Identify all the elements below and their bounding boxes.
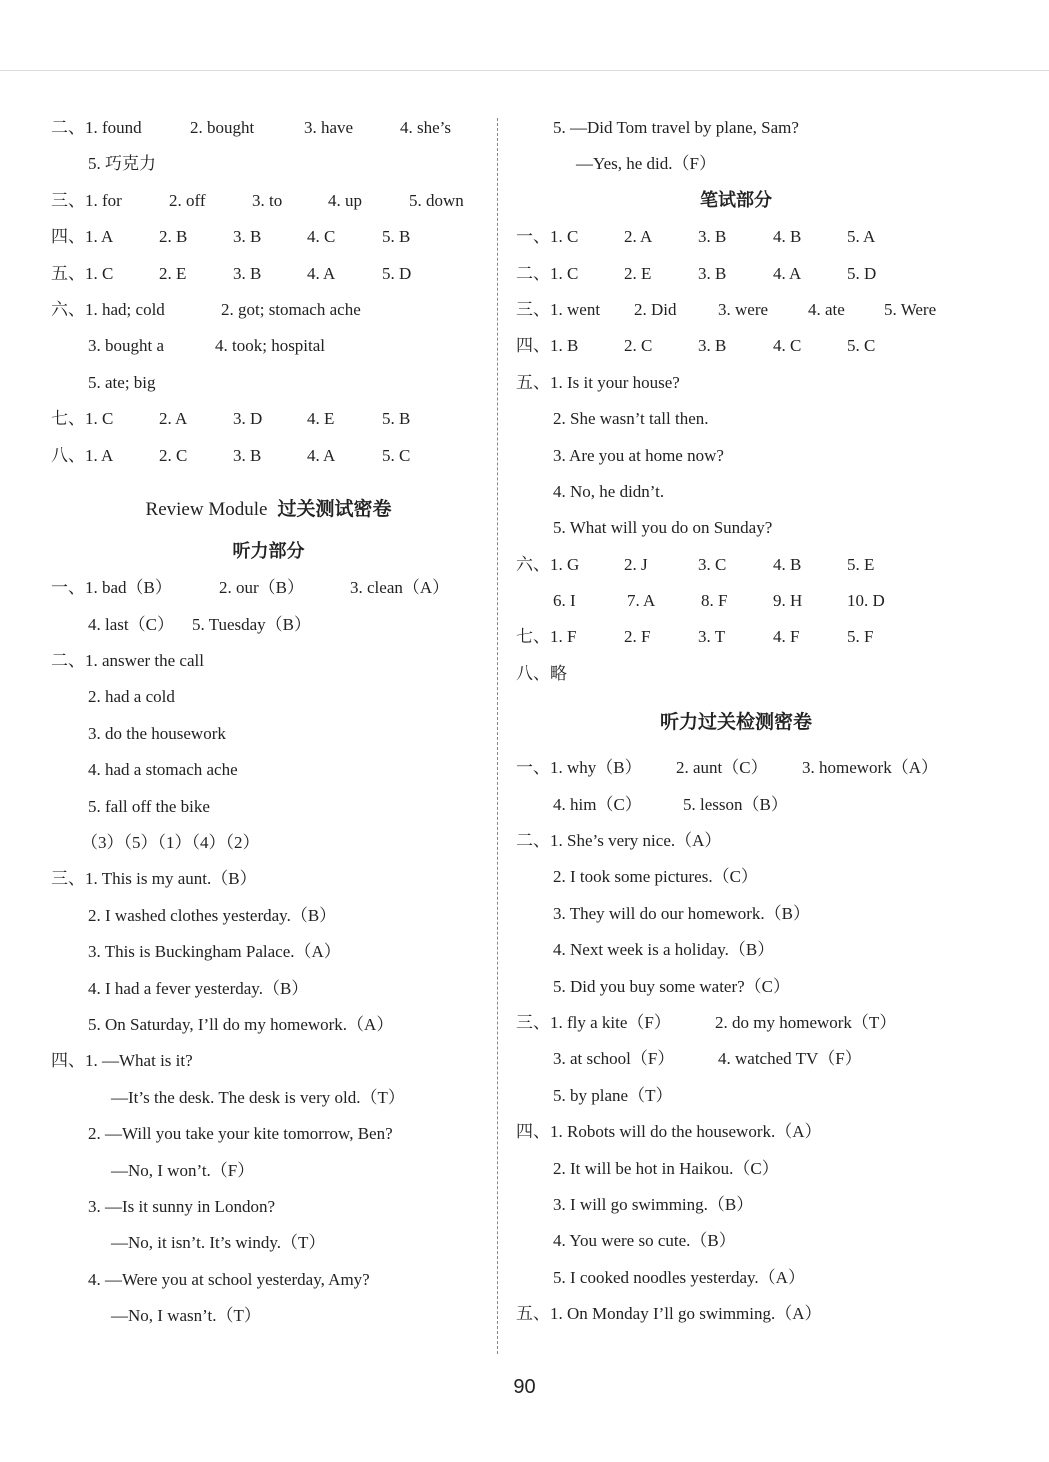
answer-item: 4. ate [808, 299, 845, 319]
answer-item: 3. B [233, 445, 262, 465]
answer-row: 3. do the housework [88, 723, 226, 743]
answer-item: 10. D [847, 591, 885, 611]
answer-row [51, 292, 486, 328]
answer-row: 3. They will do our homework.（B） [553, 903, 811, 923]
answer-item: 4. A [307, 445, 336, 465]
answer-item: 2. our（B） [219, 578, 304, 598]
answer-row: 5. I cooked noodles yesterday.（A） [553, 1267, 805, 1287]
answer-item: 5. Tuesday（B） [192, 614, 312, 634]
answer-item: 4. B [773, 554, 802, 574]
answer-item: 1. F [550, 627, 577, 647]
answer-item: 2. J [624, 554, 648, 574]
answer-item: 5. D [382, 263, 412, 283]
answer-item: 5. C [847, 336, 876, 356]
answer-item: 3. B [698, 227, 727, 247]
answer-row [51, 643, 486, 679]
subsection-title: 听力部分 [232, 540, 305, 562]
answer-item: 3. D [233, 409, 263, 429]
answer-row [51, 219, 486, 255]
answer-item: 5. F [847, 627, 874, 647]
answer-item: 3. B [698, 263, 727, 283]
answer-item: 4. A [773, 263, 802, 283]
section-mark: 三、 [516, 1012, 550, 1032]
answer-item: 1. This is my aunt.（B） [85, 869, 257, 889]
answer-item: 1. B [550, 336, 579, 356]
answer-row [51, 607, 486, 643]
answer-row [516, 1114, 956, 1150]
answer-item: 3. at school（F） [553, 1049, 675, 1069]
section-mark: 七、 [51, 409, 85, 429]
answer-item: 4. C [307, 227, 336, 247]
answer-item: 4. C [773, 336, 802, 356]
answer-item: 2. off [169, 190, 206, 210]
answer-item: 5. B [382, 227, 411, 247]
section-title-en: Review Module [145, 498, 268, 520]
answer-row: 4. —Were you at school yesterday, Amy? [88, 1269, 370, 1289]
answer-item: 5. A [847, 227, 876, 247]
answer-item: 4. B [773, 227, 802, 247]
answer-row: 4. had a stomach ache [88, 760, 238, 780]
answer-item: 1. C [550, 263, 579, 283]
answer-row [516, 787, 956, 823]
answer-item: 1. found [85, 118, 142, 137]
answer-item: 2. bought [190, 118, 255, 137]
answer-row [516, 256, 956, 292]
section-mark: 一、 [51, 578, 85, 598]
answer-item: 4. A [307, 263, 336, 283]
answer-item: 2. aunt（C） [676, 758, 768, 778]
answer-item: 3. B [233, 227, 262, 247]
answer-row [51, 1043, 486, 1079]
answer-row: —No, I won’t.（F） [111, 1160, 255, 1180]
section-mark: 二、 [51, 118, 85, 137]
answer-item: 3. T [698, 627, 726, 647]
answer-row: 3. —Is it sunny in London? [88, 1196, 275, 1216]
answer-row: 2. I washed clothes yesterday.（B） [88, 905, 337, 925]
section-mark: 一、 [516, 227, 550, 247]
answer-item: 2. A [159, 409, 188, 429]
answer-item: 4. took; hospital [215, 336, 326, 356]
answer-row: 4. Next week is a holiday.（B） [553, 940, 775, 960]
answer-item: 3. B [698, 336, 727, 356]
answer-item: 1. went [550, 299, 601, 319]
answer-row [51, 365, 486, 401]
answer-item: 1. —What is it? [85, 1051, 193, 1071]
answer-row: 5. On Saturday, I’ll do my homework.（A） [88, 1014, 394, 1034]
answer-row [51, 110, 486, 146]
top-rule [0, 70, 1049, 71]
answer-item: 4. last（C） [88, 614, 174, 634]
answer-row [516, 547, 956, 583]
answer-item: 5. down [409, 190, 464, 210]
answer-item: 4. him（C） [553, 794, 642, 814]
section-mark: 五、 [51, 263, 85, 283]
section-title: 听力过关检测密卷 [659, 711, 812, 734]
answer-row [51, 183, 486, 219]
answer-row: 2. She wasn’t tall then. [553, 409, 709, 429]
answer-row [51, 570, 486, 606]
section-mark: 八、 [51, 445, 85, 465]
answer-row [516, 583, 956, 619]
answer-row: —No, it isn’t. It’s windy.（T） [111, 1233, 326, 1253]
section-mark: 六、 [516, 554, 550, 574]
subsection-title: 笔试部分 [700, 189, 772, 211]
answer-row [516, 292, 956, 328]
section-mark: 三、 [516, 299, 550, 319]
answer-item: 6. I [553, 591, 576, 611]
answer-item: 4. watched TV（F） [718, 1049, 862, 1069]
answer-item: 2. Did [634, 299, 677, 319]
answer-row: 5. Did you buy some water?（C） [553, 976, 791, 996]
answer-item: 2. E [159, 263, 187, 283]
section-mark: 四、 [516, 1122, 550, 1142]
answer-item: 1. She’s very nice.（A） [550, 831, 722, 851]
answer-row: 2. —Will you take your kite tomorrow, Ben? [88, 1124, 393, 1144]
answer-item: 8. F [701, 591, 728, 611]
answer-row [51, 438, 486, 474]
answer-item: 5. C [382, 445, 411, 465]
section-mark: 四、 [516, 336, 550, 356]
answer-item: 2. B [159, 227, 188, 247]
answer-row: —It’s the desk. The desk is very old.（T） [111, 1087, 405, 1107]
answer-item: 3. to [252, 190, 283, 210]
answer-row [51, 256, 486, 292]
answer-item: 2. F [624, 627, 651, 647]
answer-item: 5. B [382, 409, 411, 429]
answer-row: 5. What will you do on Sunday? [553, 518, 773, 538]
answer-item: 4. up [328, 190, 362, 210]
answer-row: 八、略 [516, 663, 567, 683]
answer-row: 4. I had a fever yesterday.（B） [88, 978, 309, 998]
section-mark: 二、 [516, 263, 550, 283]
answer-row: —No, I wasn’t.（T） [111, 1306, 261, 1326]
answer-row: 4. No, he didn’t. [553, 481, 665, 501]
answer-item: 2. do my homework（T） [715, 1012, 897, 1032]
answer-row [51, 401, 486, 437]
section-title [51, 484, 486, 534]
section-mark: 四、 [51, 227, 85, 247]
answer-item: 2. C [624, 336, 653, 356]
answer-row [516, 619, 956, 655]
answer-item: 1. A [85, 227, 114, 247]
answer-item: 5. D [847, 263, 877, 283]
answer-item: 1. A [85, 445, 114, 465]
answer-row: 2. had a cold [88, 687, 175, 707]
section-mark: 四、 [51, 1051, 85, 1071]
answer-row: 3. Are you at home now? [553, 445, 724, 465]
answer-row: —Yes, he did.（F） [576, 154, 716, 174]
answer-item: 4. she’s [400, 118, 451, 137]
answer-item: 1. bad（B） [85, 578, 172, 598]
answer-row [51, 146, 486, 182]
answer-item: 1. Robots will do the housework.（A） [550, 1122, 822, 1142]
answer-item: 5. ate; big [88, 372, 156, 392]
answer-item: 2. C [159, 445, 188, 465]
answer-item: 9. H [773, 591, 803, 611]
answer-row: 3. This is Buckingham Palace.（A） [88, 942, 341, 962]
answer-item: 3. have [304, 118, 354, 137]
answer-item: 7. A [627, 591, 656, 611]
answer-item: 3. bought a [88, 336, 165, 356]
page-number: 90 [513, 1376, 536, 1398]
section-title-cn: 过关测试密卷 [277, 497, 392, 520]
answer-row [516, 1296, 956, 1332]
section-mark: 七、 [516, 627, 550, 647]
answer-item: 4. E [307, 409, 335, 429]
column-divider [497, 118, 498, 1354]
answer-row [516, 328, 956, 364]
answer-row [51, 861, 486, 897]
answer-item: 2. got; stomach ache [221, 299, 361, 319]
answer-item: 3. were [718, 299, 769, 319]
answer-item: 1. C [85, 409, 114, 429]
section-mark: 二、 [516, 831, 550, 851]
answer-item: 3. C [698, 554, 727, 574]
answer-row [516, 1041, 956, 1077]
section-mark: 二、 [51, 651, 85, 671]
answer-item: 2. A [624, 227, 653, 247]
answer-row: 5. fall off the bike [88, 796, 210, 816]
left-column [51, 110, 486, 1335]
answer-item: 1. G [550, 554, 580, 574]
answer-row: 3. I will go swimming.（B） [553, 1194, 754, 1214]
section-mark: 六、 [51, 299, 85, 319]
answer-row [516, 823, 956, 859]
answer-item: 5. 巧克力 [88, 154, 156, 174]
answer-item: 4. F [773, 627, 800, 647]
section-mark: 五、 [516, 372, 550, 392]
answer-item: 1. Is it your house? [550, 372, 680, 392]
answer-row: 5. by plane（T） [553, 1085, 673, 1105]
answer-item: 1. why（B） [550, 758, 642, 778]
answer-row [516, 750, 956, 786]
answer-row: 2. It will be hot in Haikou.（C） [553, 1158, 779, 1178]
answer-row [516, 1005, 956, 1041]
answer-row: 2. I took some pictures.（C） [553, 867, 758, 887]
section-mark: 五、 [516, 1304, 550, 1324]
right-column [516, 110, 956, 1333]
answer-item: 1. C [550, 227, 579, 247]
answer-item: 5. Were [884, 299, 937, 319]
section-mark: 三、 [51, 869, 85, 889]
answer-item: 1. for [85, 190, 122, 210]
answer-item: 3. clean（A） [350, 578, 450, 598]
answer-row [516, 219, 956, 255]
answer-row: （3）（5）（1）（4）（2） [81, 833, 260, 853]
answer-item: 1. C [85, 263, 114, 283]
answer-item: 1. had; cold [85, 299, 165, 319]
section-mark: 三、 [51, 190, 85, 210]
answer-item: 2. E [624, 263, 652, 283]
answer-item: 1. answer the call [85, 651, 204, 671]
answer-item: 1. On Monday I’ll go swimming.（A） [550, 1304, 822, 1324]
answer-item: 1. fly a kite（F） [550, 1012, 671, 1032]
answer-row [516, 365, 956, 401]
answer-row: 4. You were so cute.（B） [553, 1231, 736, 1251]
answer-item: 5. E [847, 554, 875, 574]
section-mark: 一、 [516, 758, 550, 778]
answer-row [51, 328, 486, 364]
answer-row: 5. —Did Tom travel by plane, Sam? [553, 118, 799, 137]
answer-item: 3. homework（A） [802, 758, 938, 778]
answer-item: 3. B [233, 263, 262, 283]
answer-item: 5. lesson（B） [683, 794, 788, 814]
